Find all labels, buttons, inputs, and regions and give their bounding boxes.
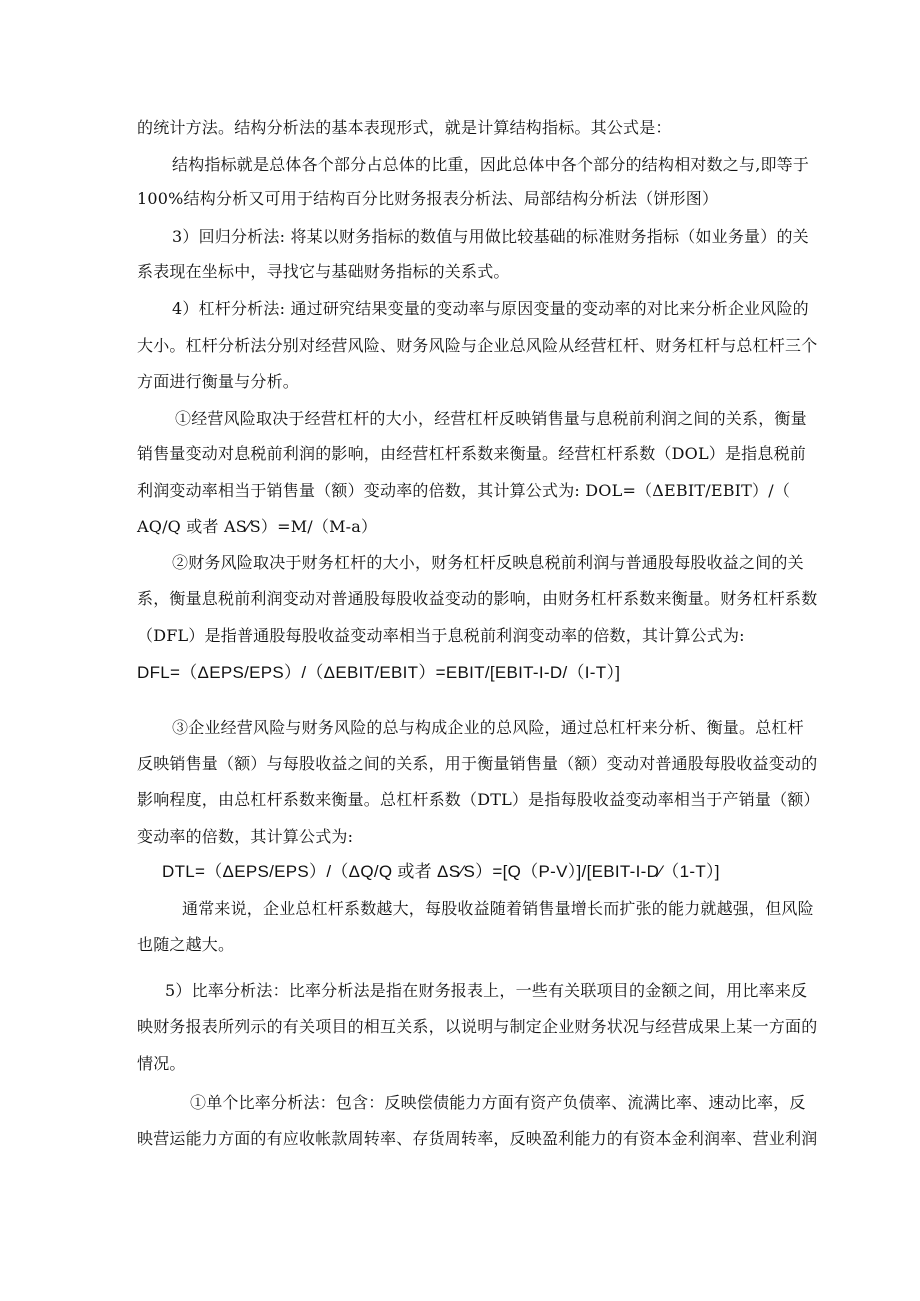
text-line: 系，衡量息税前利润变动对普通股每股收益变动的影响，由财务杠杆系数来衡量。财务杠杆系数 (137, 589, 818, 608)
text-line: 的统计方法。结构分析法的基本表现形式，就是计算结构指标。其公式是： (137, 118, 672, 137)
text-line: 大小。杠杆分析法分别对经营风险、财务风险与企业总风险从经营杠杆、财务杠杆与总杠杆三个 (137, 336, 818, 355)
text-line: 影响程度，由总杠杆系数来衡量。总杠杆系数（DTL）是指每股收益变动率相当于产销量（额） (137, 790, 820, 809)
text-line: 4）杠杆分析法: 通过研究结果变量的变动率与原因变量的变动率的对比来分析企业风险的 (172, 299, 809, 318)
text-line: 通常来说，企业总杠杆系数越大，每股收益随着销售量增长而扩张的能力就越强，但风险 (182, 899, 814, 918)
formula-dfl: DFL=（ΔEPS/EPS）/（ΔEBIT/EBIT）=EBIT/[EBIT-I-D/（I-T）] (137, 663, 621, 682)
text-line: 系表现在坐标中，寻找它与基础财务指标的关系式。 (137, 262, 510, 281)
text-line: 销售量变动对息税前利润的影响，由经营杠杆系数来衡量。经营杠杆系数（DOL）是指息税前 (137, 444, 806, 463)
text-line: ③企业经营风险与财务风险的总与构成企业的总风险，通过总杠杆来分析、衡量。总杠杆 (172, 718, 804, 737)
text-line: （DFL）是指普通股每股收益变动率相当于息税前利润变动率的倍数，其计算公式为: (137, 626, 745, 645)
text-line: 结构指标就是总体各个部分占总体的比重，因此总体中各个部分的结构相对数之与,即等于 (172, 155, 810, 174)
text-line: AQ/Q 或者 AS⁄S）=M/（M-a） (137, 517, 378, 536)
text-line: 100%结构分析又可用于结构百分比财务报表分析法、局部结构分析法（饼形图） (137, 189, 719, 208)
text-line: 方面进行衡量与分析。 (137, 372, 300, 391)
text-line: ①经营风险取决于经营杠杆的大小，经营杠杆反映销售量与息税前利润之间的关系，衡量 (175, 409, 807, 428)
text-line: 反映销售量（额）与每股收益之间的关系，用于衡量销售量（额）变动对普通股每股收益变动的 (137, 754, 818, 773)
text-line: 情况。 (137, 1054, 186, 1073)
text-line: 变动率的倍数，其计算公式为: (137, 827, 354, 846)
text-line: 映营运能力方面的有应收帐款周转率、存货周转率，反映盈利能力的有资本金利润率、营业利润 (137, 1129, 818, 1148)
text-line: ①单个比率分析法：包含：反映偿债能力方面有资产负债率、流满比率、速动比率，反 (190, 1093, 806, 1112)
text-line: 3）回归分析法: 将某以财务指标的数值与用做比较基础的标准财务指标（如业务量）的关 (172, 227, 809, 246)
text-line: 也随之越大。 (137, 935, 235, 954)
text-line: 利润变动率相当于销售量（额）变动率的倍数，其计算公式为: DOL=（ΔEBIT/EBIT）/（ (137, 481, 791, 500)
text-line: ②财务风险取决于财务杠杆的大小，财务杠杆反映息税前利润与普通股每股收益之间的关 (172, 553, 804, 572)
text-line: 5）比率分析法：比率分析法是指在财务报表上，一些有关联项目的金额之间，用比率来反 (165, 981, 808, 1000)
formula-dtl: DTL=（ΔEPS/EPS）/（ΔQ/Q 或者 ΔS⁄S）=[Q（P-V）]/[EBIT-I-D⁄（1-T）] (162, 862, 720, 881)
text-line: 映财务报表所列示的有关项目的相互关系，以说明与制定企业财务状况与经营成果上某一方面的 (137, 1017, 818, 1036)
